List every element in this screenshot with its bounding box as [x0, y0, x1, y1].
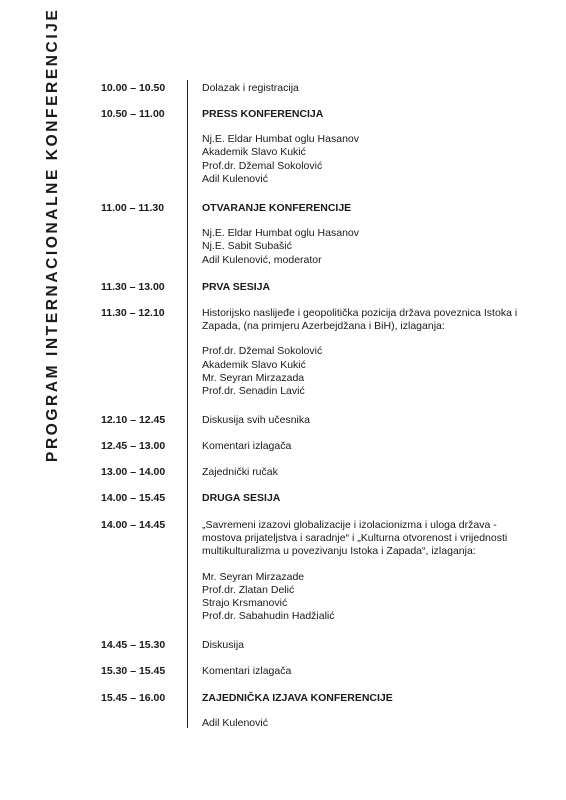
- speaker-list: [202, 571, 532, 624]
- speaker-name: Nj.E. Eldar Humbat oglu Hasanov: [202, 133, 359, 146]
- speaker-name: Prof.dr. Senadin Lavić: [202, 385, 305, 398]
- session-content: [202, 108, 532, 186]
- session-description: Komentari izlagača: [202, 440, 292, 452]
- time-slot: 13.00 – 14.00: [101, 466, 166, 478]
- session-description: Dolazak i registracija: [202, 82, 299, 94]
- speaker-name: Nj.E. Sabit Subašić: [202, 240, 292, 253]
- spacer: [202, 121, 532, 133]
- session-content: [202, 281, 532, 294]
- session-content: [202, 82, 532, 95]
- session-content: [202, 492, 532, 505]
- time-slot: 11.30 – 12.10: [101, 307, 165, 319]
- speaker-list: [202, 345, 532, 398]
- session-content: [202, 466, 532, 479]
- speaker-name: Adil Kulenović: [202, 172, 268, 185]
- session-content: [202, 202, 532, 267]
- time-slot: 14.00 – 14.45: [101, 519, 166, 531]
- speaker-name: Prof.dr. Sabahudin Hadžialić: [202, 610, 335, 623]
- speaker-name: Mr. Seyran Mirzazade: [202, 570, 305, 583]
- session-heading: ZAJEDNIČKA IZJAVA KONFERENCIJE: [202, 692, 393, 704]
- session-content: [202, 307, 532, 398]
- time-slot: 12.10 – 12.45: [101, 414, 166, 426]
- speaker-list: [202, 133, 532, 186]
- spacer: [202, 705, 532, 717]
- session-content: [202, 414, 532, 427]
- time-slot: 15.45 – 16.00: [101, 692, 166, 704]
- side-title: PROGRAM INTERNACIONALNE KONFERENCIJE: [44, 7, 61, 462]
- session-description: Diskusija: [202, 639, 245, 651]
- session-heading: PRVA SESIJA: [202, 281, 271, 293]
- session-description: Komentari izlagača: [202, 665, 292, 677]
- time-slot: 15.30 – 15.45: [101, 665, 166, 677]
- speaker-list: [202, 227, 532, 267]
- speaker-name: Akademik Slavo Kukić: [202, 146, 306, 159]
- speaker-name: Akademik Slavo Kukić: [202, 358, 306, 371]
- session-description: Historijsko naslijeđe i geopolitička pozicija država poveznica Istoka i Zapada, (na primjeru Azerbejdžana i BiH), izlaganja:: [202, 307, 518, 333]
- speaker-list: [202, 717, 532, 730]
- session-description: Zajednički ručak: [202, 466, 278, 478]
- speaker-name: Adil Kulenović, moderator: [202, 253, 322, 266]
- speaker-name: Adil Kulenović: [202, 717, 268, 730]
- session-heading: PRESS KONFERENCIJA: [202, 108, 324, 120]
- time-slot: 10.00 – 10.50: [101, 82, 166, 94]
- session-content: [202, 519, 532, 623]
- session-content: [202, 639, 532, 652]
- session-content: [202, 692, 532, 730]
- speaker-name: Prof.dr. Zlatan Delić: [202, 583, 295, 596]
- speaker-name: Prof.dr. Džemal Sokolović: [202, 345, 323, 358]
- time-slot: 10.50 – 11.00: [101, 108, 165, 120]
- session-heading: DRUGA SESIJA: [202, 492, 281, 504]
- spacer: [202, 333, 532, 345]
- session-description: Diskusija svih učesnika: [202, 414, 310, 426]
- time-slot: 14.00 – 15.45: [101, 492, 166, 504]
- speaker-name: Strajo Krsmanović: [202, 597, 288, 610]
- speaker-name: Prof.dr. Džemal Sokolović: [202, 159, 323, 172]
- session-content: [202, 440, 532, 453]
- spacer: [202, 559, 532, 571]
- time-slot: 14.45 – 15.30: [101, 639, 166, 651]
- spacer: [202, 215, 532, 227]
- speaker-name: Mr. Seyran Mirzazada: [202, 371, 305, 384]
- time-slot: 11.30 – 13.00: [101, 281, 165, 293]
- time-slot: 12.45 – 13.00: [101, 440, 166, 452]
- session-content: [202, 665, 532, 678]
- session-heading: OTVARANJE KONFERENCIJE: [202, 202, 352, 214]
- time-slot: 11.00 – 11.30: [101, 202, 165, 214]
- speaker-name: Nj.E. Eldar Humbat oglu Hasanov: [202, 227, 359, 240]
- session-description: „Savremeni izazovi globalizacije i izolacionizma i uloga država - mostova prijateljstva i saradnje“ i „Kulturna otvorenost i vrijednosti multikulturalizma u povezivanju Istoka i Zapada“, izlaganja:: [202, 519, 508, 558]
